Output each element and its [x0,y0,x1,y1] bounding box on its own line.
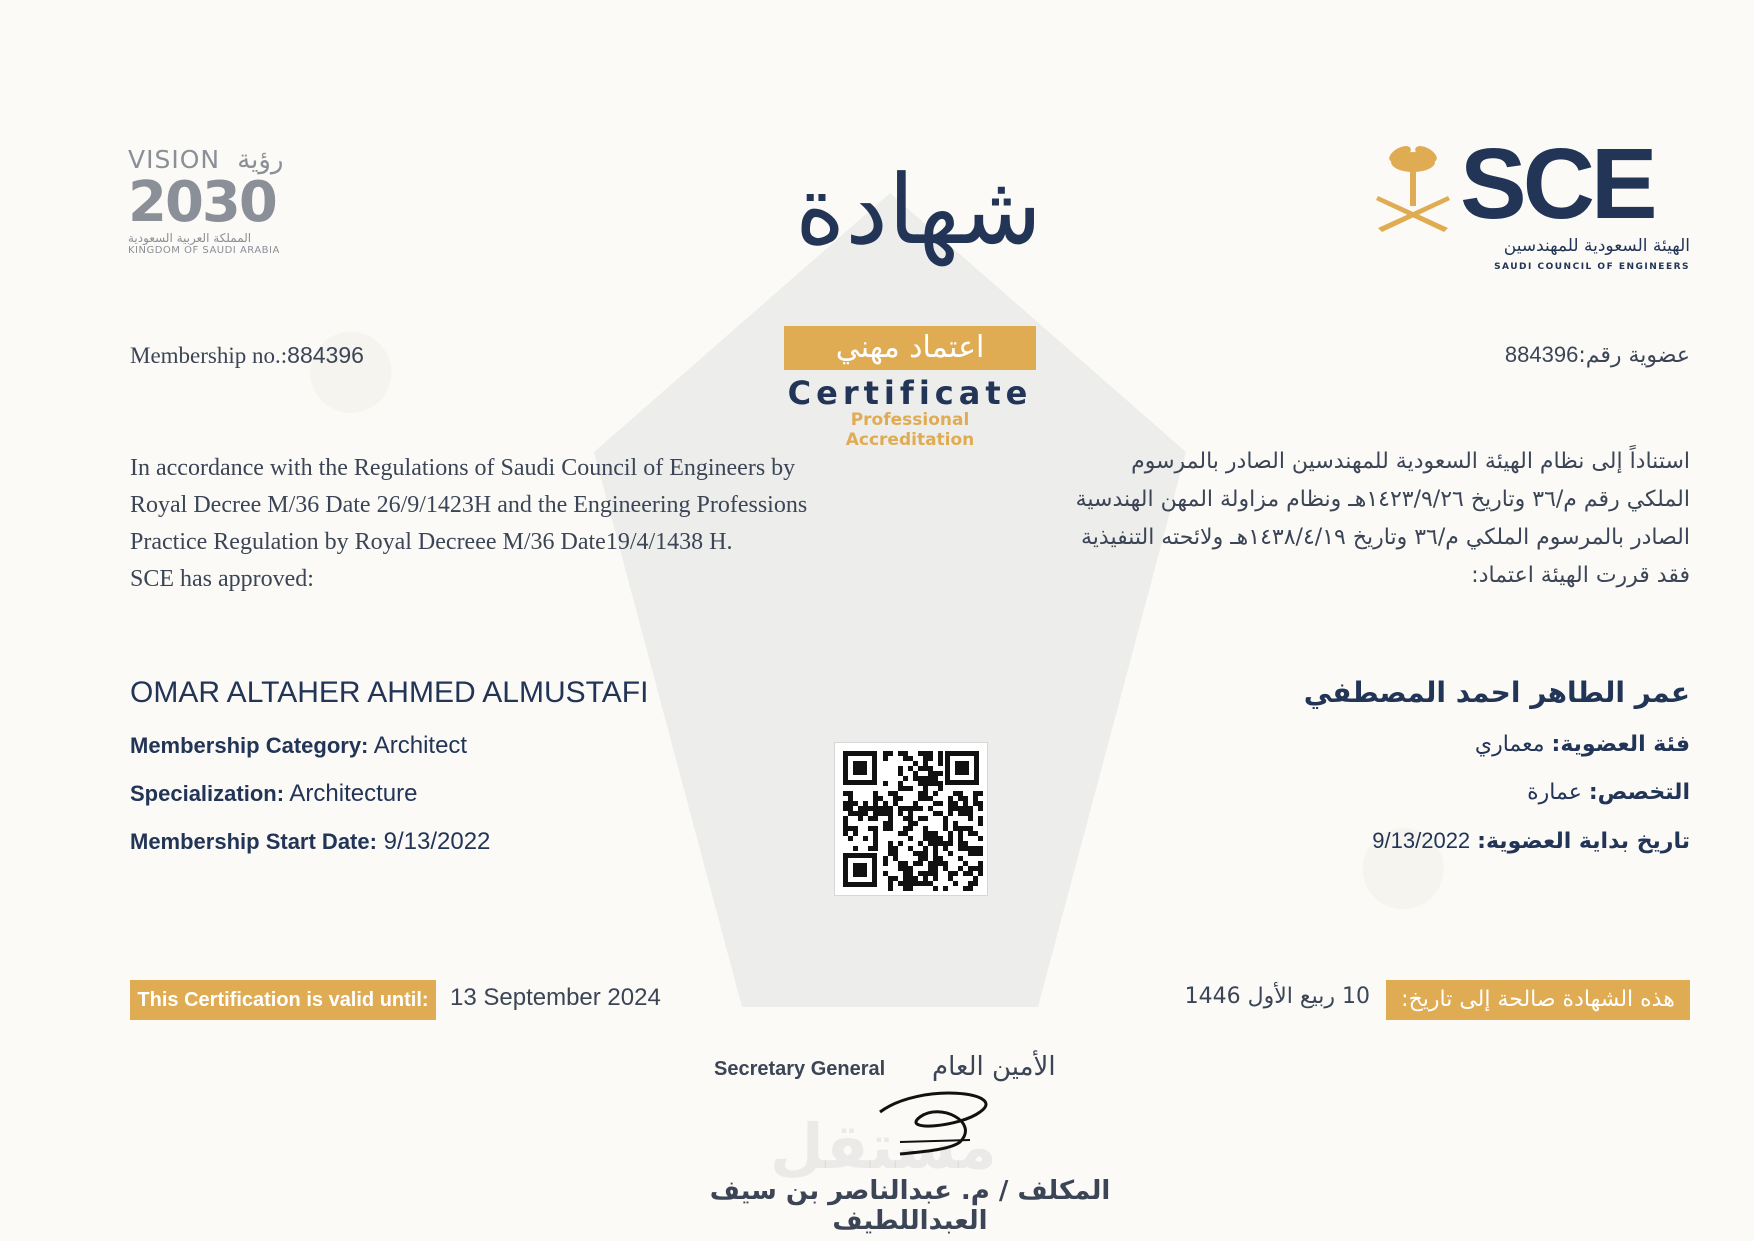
membership-number-ar [1505,342,1690,368]
watermark-stamp: مستقل [770,1110,997,1183]
preamble-ar-line: استناداً إلى نظام الهيئة السعودية للمهندسين الصادر بالمرسوم [1131,449,1690,474]
vision-number: 2030 [128,170,276,235]
specialization-en [130,780,417,808]
vision-2030-logo [128,145,328,265]
preamble-en-line: Practice Regulation by Royal Decreee M/36 Date19/4/1438 H. [130,529,733,555]
signature-icon [860,1082,1020,1162]
vision-label-ar: رؤية [237,145,284,175]
sce-name-en: SAUDI COUNCIL OF ENGINEERS [1494,262,1690,272]
specialization-value-en: Architecture [289,780,418,807]
palm-swords-icon [1370,140,1456,240]
kingdom-label-ar: المملكة العربية السعودية [128,231,252,245]
specialization-label-ar: التخصص: [1588,780,1690,805]
membership-category-value-ar: معماري [1474,732,1545,757]
preamble-en-line: SCE has approved: [130,566,314,592]
certificate-title-ar: شهادة [795,154,1042,266]
preamble-en-line: In accordance with the Regulations of Saudi Council of Engineers by [130,455,796,481]
qr-code-icon [835,743,987,895]
membership-category-label-ar: فئة العضوية: [1551,732,1690,757]
vision-label: VISION [128,145,221,174]
sce-wordmark: SCE [1460,128,1654,240]
membership-category-label-en: Membership Category: [130,733,369,758]
validity-label-ar: هذه الشهادة صالحة إلى تاريخ: [1386,980,1690,1020]
signatory-title-ar: الأمين العام [932,1052,1056,1082]
signatory-name-ar: المكلف / م. عبدالناصر بن سيف العبداللطيف [709,1176,1111,1236]
background-emblem [520,150,1260,1050]
membership-number-value-en: 884396 [287,342,364,368]
preamble-en-line: Royal Decree M/36 Date 26/9/1423H and the Engineering Professions [130,492,808,518]
start-date-label-ar: تاريخ بداية العضوية: [1477,829,1690,854]
preamble-ar [930,443,1690,595]
qr-code [834,742,988,896]
preamble-en [130,450,860,598]
holder-name-ar: عمر الطاهر احمد المصطفي [1303,676,1690,709]
certificate-subtitle-ar: اعتماد مهني [784,326,1036,370]
sce-logo [1370,128,1690,280]
membership-number-en [130,342,364,369]
signatory-title-en: Secretary General [714,1058,886,1080]
membership-number-label-en: Membership no.: [130,343,288,368]
start-date-ar [1372,828,1690,854]
membership-category-en [130,732,467,760]
start-date-label-en: Membership Start Date: [130,829,377,854]
specialization-ar [1527,780,1690,805]
specialization-value-ar: عمارة [1527,780,1582,805]
holder-name-en: OMAR ALTAHER AHMED ALMUSTAFI [130,676,649,709]
preamble-ar-line: فقد قررت الهيئة اعتماد: [1471,563,1690,588]
membership-category-ar [1475,732,1690,757]
certificate-subtitle-en: Professional Accreditation [845,410,975,450]
certificate-title-en: Certificate [787,374,1033,412]
preamble-ar-line: الملكي رقم م/٣٦ وتاريخ ١٤٢٣/٩/٢٦هـ ونظام مزاولة المهن الهندسية [1075,487,1690,512]
specialization-label-en: Specialization: [130,781,285,806]
start-date-value-en: 9/13/2022 [383,828,491,855]
sce-name-ar: الهيئة السعودية للمهندسين [1503,236,1690,256]
membership-category-value-en: Architect [373,732,468,759]
validity-label-en: This Certification is valid until: [130,980,436,1020]
membership-number-value-ar: 884396 [1504,342,1579,367]
start-date-en [130,828,490,856]
membership-number-label-ar: عضوية رقم: [1578,343,1690,368]
validity-value-ar: 10 ربيع الأول 1446 [1184,984,1370,1009]
kingdom-label-en: KINGDOM OF SAUDI ARABIA [128,245,280,256]
preamble-ar-line: الصادر بالمرسوم الملكي م/٣٦ وتاريخ ١٤٣٨/٤/١٩هـ ولائحته التنفيذية [1080,525,1690,550]
validity-value-en: 13 September 2024 [450,984,661,1011]
start-date-value-ar: 9/13/2022 [1372,828,1471,853]
